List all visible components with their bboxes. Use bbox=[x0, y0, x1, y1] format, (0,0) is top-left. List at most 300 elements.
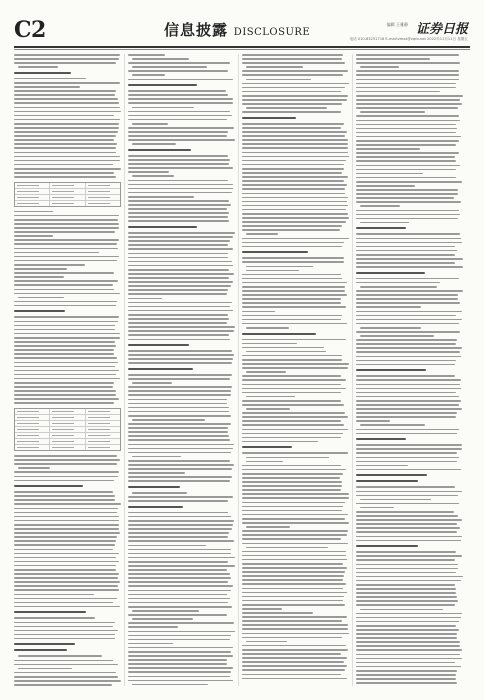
table-cell bbox=[15, 439, 50, 444]
table-cell bbox=[50, 195, 85, 200]
text-line bbox=[356, 319, 462, 321]
text-line bbox=[128, 545, 206, 547]
text-line bbox=[242, 111, 341, 113]
text-line bbox=[242, 54, 343, 56]
text-line bbox=[242, 452, 348, 454]
text-line bbox=[242, 628, 348, 630]
text-line bbox=[242, 176, 348, 178]
text-line bbox=[356, 254, 455, 256]
subheading-line bbox=[356, 272, 425, 274]
subheading-line bbox=[242, 117, 296, 119]
page-number: C2 bbox=[14, 17, 46, 43]
text-line bbox=[14, 684, 112, 686]
text-line bbox=[128, 386, 232, 388]
text-line bbox=[14, 366, 115, 368]
text-line bbox=[128, 557, 235, 559]
meta-line: 电话 010-83251716 E-mail:zmzx@zqrb.net 2022年11月11日 星期五 bbox=[349, 37, 468, 41]
text-line bbox=[14, 349, 114, 351]
text-line bbox=[14, 90, 116, 92]
text-line bbox=[242, 83, 349, 85]
text-line bbox=[242, 147, 348, 149]
text-line bbox=[128, 577, 231, 579]
text-line bbox=[242, 379, 346, 381]
text-line bbox=[242, 384, 341, 386]
text-line bbox=[242, 653, 341, 655]
text-line bbox=[356, 444, 462, 446]
text-line bbox=[356, 596, 457, 598]
text-line bbox=[356, 128, 457, 130]
text-line bbox=[14, 147, 116, 149]
text-line bbox=[14, 573, 119, 575]
text-line bbox=[356, 136, 461, 138]
text-line bbox=[242, 375, 341, 377]
table-cell bbox=[15, 201, 50, 206]
text-line bbox=[242, 217, 349, 219]
subheading-line bbox=[128, 344, 189, 346]
text-line bbox=[242, 579, 343, 581]
text-line bbox=[128, 127, 234, 129]
text-line bbox=[14, 168, 121, 170]
text-line bbox=[356, 250, 457, 252]
text-line bbox=[128, 253, 228, 255]
text-line bbox=[242, 131, 347, 133]
subheading-line bbox=[14, 611, 86, 613]
subheading-line bbox=[356, 545, 418, 547]
text-line bbox=[132, 74, 165, 76]
text-line bbox=[128, 561, 228, 563]
text-line bbox=[128, 585, 233, 587]
text-line bbox=[242, 302, 341, 304]
text-line bbox=[128, 180, 228, 182]
table-cell bbox=[50, 445, 85, 450]
text-line bbox=[14, 660, 113, 662]
text-line bbox=[242, 172, 342, 174]
text-line bbox=[356, 140, 459, 142]
text-line bbox=[128, 602, 228, 604]
text-line bbox=[360, 609, 443, 611]
text-line bbox=[132, 143, 176, 145]
text-line bbox=[242, 62, 345, 64]
text-line bbox=[356, 91, 440, 93]
text-line bbox=[128, 626, 178, 628]
text-line bbox=[128, 330, 234, 332]
text-line bbox=[246, 526, 290, 528]
text-line bbox=[14, 394, 116, 396]
text-line bbox=[242, 510, 342, 512]
text-line bbox=[356, 592, 456, 594]
text-line bbox=[128, 285, 231, 287]
text-line bbox=[128, 480, 230, 482]
text-line bbox=[242, 315, 342, 317]
text-line bbox=[14, 139, 114, 141]
text-line bbox=[356, 523, 457, 525]
text-line bbox=[14, 459, 120, 461]
text-line bbox=[242, 657, 347, 659]
text-line bbox=[14, 638, 115, 640]
text-line bbox=[242, 201, 347, 203]
table-cell bbox=[86, 189, 120, 194]
text-line bbox=[14, 630, 118, 632]
text-line bbox=[18, 297, 64, 299]
text-line bbox=[128, 553, 231, 555]
text-line bbox=[128, 248, 233, 250]
subheading-line bbox=[14, 485, 83, 487]
text-line bbox=[128, 216, 228, 218]
text-line bbox=[14, 107, 120, 109]
text-line bbox=[356, 540, 461, 542]
text-line bbox=[14, 256, 119, 258]
text-line bbox=[128, 354, 234, 356]
text-line bbox=[356, 645, 460, 647]
subheading-line bbox=[128, 84, 197, 86]
text-line bbox=[14, 284, 113, 286]
text-line bbox=[360, 499, 431, 501]
text-line bbox=[128, 378, 230, 380]
text-line bbox=[242, 156, 349, 158]
text-line bbox=[356, 218, 458, 220]
text-line bbox=[14, 370, 119, 372]
text-line bbox=[128, 79, 233, 81]
text-line bbox=[128, 394, 231, 396]
text-line bbox=[356, 416, 456, 418]
text-line bbox=[356, 83, 456, 85]
text-line bbox=[14, 82, 120, 84]
text-column-1 bbox=[14, 54, 121, 686]
text-line bbox=[246, 547, 328, 549]
text-line bbox=[14, 634, 115, 636]
text-line bbox=[242, 363, 349, 365]
text-line bbox=[242, 424, 344, 426]
text-line bbox=[14, 382, 114, 384]
text-line bbox=[242, 624, 348, 626]
text-line bbox=[128, 159, 230, 161]
text-line bbox=[242, 669, 345, 671]
text-line bbox=[242, 563, 343, 565]
header-rule-thin bbox=[14, 49, 470, 50]
text-line bbox=[128, 411, 229, 413]
table-cell bbox=[50, 421, 85, 426]
text-line bbox=[14, 239, 119, 241]
text-line bbox=[246, 233, 278, 235]
text-line bbox=[242, 551, 346, 553]
text-line bbox=[242, 473, 343, 475]
text-line bbox=[14, 549, 113, 551]
text-line bbox=[128, 139, 235, 141]
text-line bbox=[128, 314, 228, 316]
text-line bbox=[356, 156, 455, 158]
text-line bbox=[356, 185, 415, 187]
text-line bbox=[242, 674, 341, 676]
text-line bbox=[242, 294, 347, 296]
text-line bbox=[14, 680, 121, 682]
text-line bbox=[246, 396, 295, 398]
text-line bbox=[242, 400, 341, 402]
text-line bbox=[128, 212, 229, 214]
table-cell bbox=[50, 427, 85, 432]
text-column-4 bbox=[356, 54, 463, 686]
text-line bbox=[356, 429, 459, 431]
text-line bbox=[242, 575, 344, 577]
text-line bbox=[242, 534, 347, 536]
text-line bbox=[128, 196, 194, 198]
text-line bbox=[14, 252, 99, 254]
text-line bbox=[128, 496, 233, 498]
text-line bbox=[128, 94, 228, 96]
text-line bbox=[128, 350, 232, 352]
text-line bbox=[356, 210, 459, 212]
text-line bbox=[360, 205, 400, 207]
text-line bbox=[356, 298, 458, 300]
subheading-line bbox=[242, 251, 308, 253]
text-line bbox=[356, 160, 456, 162]
text-line bbox=[356, 70, 459, 72]
text-line bbox=[242, 649, 348, 651]
text-line bbox=[242, 596, 344, 598]
text-line bbox=[242, 74, 343, 76]
text-line bbox=[356, 181, 462, 183]
table-cell bbox=[50, 183, 85, 188]
text-line bbox=[14, 215, 119, 217]
text-line bbox=[242, 481, 342, 483]
text-line bbox=[14, 272, 114, 274]
text-line bbox=[14, 378, 120, 380]
text-line bbox=[356, 132, 456, 134]
text-line bbox=[128, 635, 231, 637]
text-line bbox=[14, 503, 121, 505]
text-line bbox=[128, 565, 235, 567]
text-line bbox=[14, 341, 115, 343]
subheading-line bbox=[14, 643, 75, 645]
text-line bbox=[14, 289, 114, 291]
text-line bbox=[14, 211, 53, 213]
text-line bbox=[14, 156, 120, 158]
text-line bbox=[356, 107, 458, 109]
text-line bbox=[242, 465, 341, 467]
text-line bbox=[246, 408, 290, 410]
subheading-line bbox=[356, 480, 418, 482]
text-line bbox=[242, 420, 341, 422]
text-line bbox=[14, 143, 117, 145]
text-line bbox=[356, 258, 463, 260]
text-line bbox=[242, 257, 344, 259]
text-line bbox=[128, 532, 229, 534]
text-line bbox=[356, 201, 461, 203]
text-line bbox=[128, 293, 227, 295]
text-line bbox=[14, 544, 115, 546]
text-line bbox=[14, 94, 115, 96]
text-line bbox=[356, 408, 462, 410]
table-cell bbox=[50, 439, 85, 444]
text-line bbox=[242, 608, 282, 610]
text-line bbox=[14, 512, 117, 514]
text-line bbox=[242, 95, 348, 97]
text-line bbox=[14, 476, 118, 478]
text-line bbox=[242, 91, 341, 93]
text-line bbox=[356, 95, 463, 97]
text-line bbox=[128, 289, 228, 291]
text-line bbox=[14, 280, 118, 282]
text-line bbox=[356, 682, 457, 684]
text-line bbox=[242, 164, 344, 166]
text-line bbox=[242, 306, 346, 308]
text-line bbox=[360, 424, 425, 426]
text-line bbox=[14, 598, 117, 600]
text-line bbox=[14, 321, 118, 323]
table-cell bbox=[50, 201, 85, 206]
text-line bbox=[128, 119, 227, 121]
text-line bbox=[356, 323, 459, 325]
table-row bbox=[15, 201, 120, 206]
text-line bbox=[356, 148, 420, 150]
text-line bbox=[18, 668, 72, 670]
text-line bbox=[14, 672, 116, 674]
text-line bbox=[132, 456, 181, 458]
text-line bbox=[128, 415, 231, 417]
page-header bbox=[14, 18, 470, 44]
text-line bbox=[128, 390, 231, 392]
text-line bbox=[356, 152, 459, 154]
text-line bbox=[128, 192, 232, 194]
text-line bbox=[242, 412, 345, 414]
text-line bbox=[128, 468, 232, 470]
text-line bbox=[14, 528, 119, 530]
text-line bbox=[242, 429, 348, 431]
text-line bbox=[128, 102, 233, 104]
text-line bbox=[128, 536, 228, 538]
text-line bbox=[128, 302, 232, 304]
text-line bbox=[14, 333, 120, 335]
text-line bbox=[356, 461, 457, 463]
text-line bbox=[128, 115, 232, 117]
text-line bbox=[242, 645, 346, 647]
text-line bbox=[14, 305, 116, 307]
text-line bbox=[132, 175, 174, 177]
text-line bbox=[356, 364, 455, 366]
text-line bbox=[356, 351, 460, 353]
text-line bbox=[128, 403, 227, 405]
text-line bbox=[356, 400, 461, 402]
text-line bbox=[132, 419, 205, 421]
text-line bbox=[128, 569, 227, 571]
text-line bbox=[356, 495, 458, 497]
text-line bbox=[132, 618, 193, 620]
text-line bbox=[14, 386, 113, 388]
text-line bbox=[128, 269, 229, 271]
text-line bbox=[356, 617, 461, 619]
text-line bbox=[128, 472, 185, 474]
text-line bbox=[356, 420, 390, 422]
text-line bbox=[242, 514, 348, 516]
text-line bbox=[128, 655, 233, 657]
text-line bbox=[356, 124, 456, 126]
text-line bbox=[246, 266, 313, 268]
text-line bbox=[356, 311, 462, 313]
text-line bbox=[14, 152, 116, 154]
text-line bbox=[356, 576, 463, 578]
text-line bbox=[356, 103, 462, 105]
text-line bbox=[242, 184, 347, 186]
text-line bbox=[242, 555, 346, 557]
text-line bbox=[242, 282, 347, 284]
text-line bbox=[128, 452, 231, 454]
table-cell bbox=[15, 183, 50, 188]
text-line bbox=[356, 189, 458, 191]
text-line bbox=[242, 583, 346, 585]
text-line bbox=[128, 516, 231, 518]
text-line bbox=[242, 588, 343, 590]
table-cell bbox=[15, 433, 50, 438]
text-line bbox=[128, 322, 227, 324]
table-cell bbox=[86, 433, 120, 438]
text-line bbox=[356, 511, 454, 513]
text-line bbox=[356, 115, 459, 117]
text-line bbox=[128, 135, 227, 137]
text-line bbox=[128, 265, 233, 267]
text-line bbox=[128, 131, 228, 133]
text-line bbox=[128, 220, 229, 222]
text-line bbox=[128, 598, 230, 600]
text-line bbox=[128, 427, 228, 429]
text-line bbox=[14, 345, 116, 347]
text-line bbox=[14, 337, 120, 339]
text-line bbox=[128, 439, 230, 441]
text-line bbox=[356, 360, 456, 362]
text-line bbox=[14, 172, 114, 174]
text-line bbox=[128, 622, 234, 624]
text-line bbox=[14, 455, 117, 457]
text-line bbox=[242, 135, 345, 137]
text-line bbox=[14, 626, 113, 628]
text-line bbox=[14, 58, 119, 60]
text-line bbox=[246, 327, 289, 329]
text-line bbox=[242, 367, 348, 369]
subheading-line bbox=[242, 333, 316, 335]
text-line bbox=[246, 351, 326, 353]
text-line bbox=[132, 123, 168, 125]
text-line bbox=[128, 257, 228, 259]
text-line bbox=[242, 620, 342, 622]
text-line bbox=[356, 551, 456, 553]
text-line bbox=[128, 431, 228, 433]
text-line bbox=[356, 302, 460, 304]
text-line bbox=[356, 531, 457, 533]
text-line bbox=[242, 506, 343, 508]
text-line bbox=[242, 388, 346, 390]
text-line bbox=[356, 519, 462, 521]
text-line bbox=[242, 139, 348, 141]
text-line bbox=[356, 54, 459, 56]
text-line bbox=[14, 357, 117, 359]
text-line bbox=[356, 452, 457, 454]
text-line bbox=[128, 62, 230, 64]
text-line bbox=[242, 213, 348, 215]
text-line bbox=[128, 111, 230, 113]
text-line bbox=[360, 111, 425, 113]
text-line bbox=[242, 87, 345, 89]
text-line bbox=[128, 306, 230, 308]
text-line bbox=[128, 524, 233, 526]
text-line bbox=[14, 577, 118, 579]
text-line bbox=[246, 461, 283, 463]
table-cell bbox=[50, 409, 85, 414]
text-line bbox=[128, 606, 232, 608]
text-line bbox=[128, 671, 231, 673]
table-cell bbox=[50, 415, 85, 420]
text-line bbox=[242, 261, 344, 263]
text-line bbox=[128, 310, 233, 312]
table-cell bbox=[15, 195, 50, 200]
text-line bbox=[356, 448, 462, 450]
